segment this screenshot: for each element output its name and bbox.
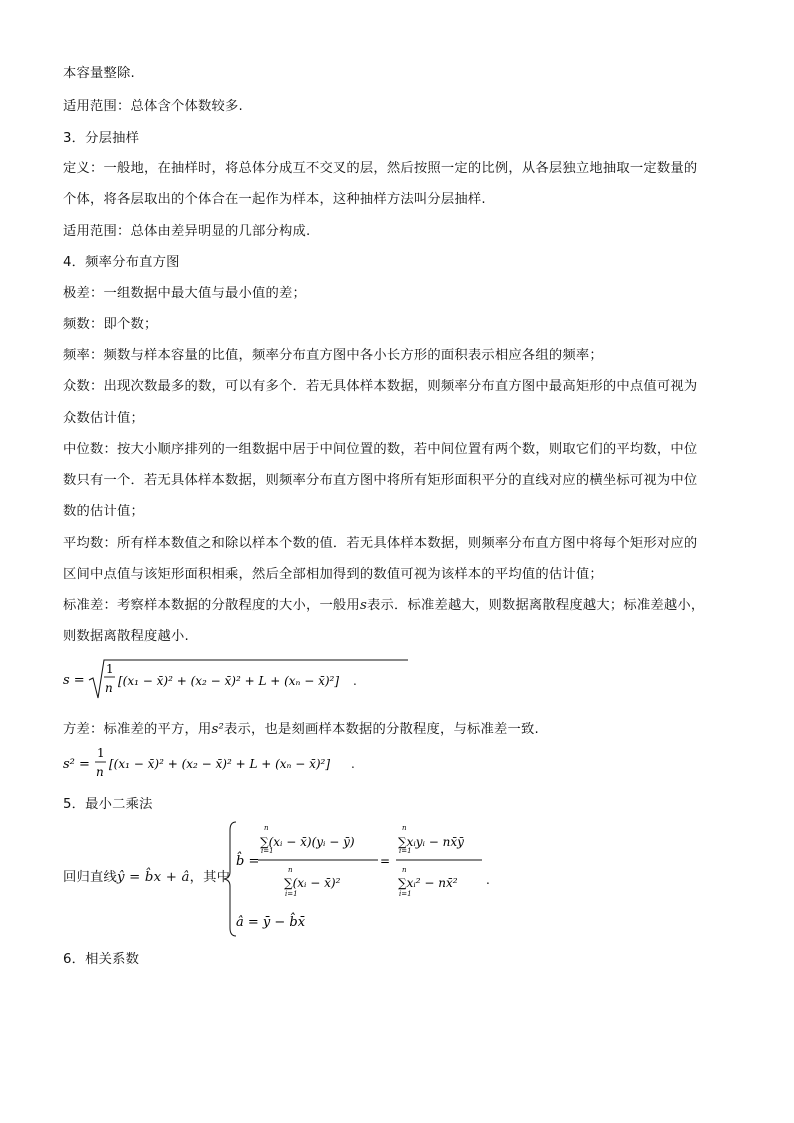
sum-bottom: i=1: [399, 847, 412, 855]
sum-top: n: [402, 866, 407, 874]
text-line: 频率：频数与样本容量的比值，频率分布直方图中各小长方形的面积表示相应各组的频率；: [63, 348, 603, 363]
std-symbol: s: [359, 598, 367, 613]
variance-prefix: 方差：标准差的平方，用: [63, 722, 212, 737]
sum-top: n: [264, 824, 269, 832]
formula-s2-denom: n: [96, 765, 104, 779]
formula-b-den1: ∑(xᵢ − x̄)²: [284, 876, 341, 890]
std-text: 标准差：考察样本数据的分散程度的大小，一般用: [63, 598, 360, 613]
formula-s-lhs: s =: [63, 673, 85, 688]
formula-least-squares: [228, 820, 498, 938]
formula-s-denom: n: [105, 681, 113, 695]
sum-top: n: [288, 866, 293, 874]
text-line: 个体，将各层取出的个体合在一起作为样本，这种抽样方法叫分层抽样.: [63, 192, 486, 207]
formula-s-numer: 1: [106, 662, 114, 676]
section-heading: 4．频率分布直方图: [63, 255, 180, 270]
formula-s2-lhs: s² =: [63, 757, 90, 772]
regression-eq: ŷ = b̂x + â: [117, 870, 190, 885]
formula-b-den2: ∑xᵢ² − nx̄²: [398, 876, 458, 890]
text-line: [63, 597, 704, 615]
text-line: 区间中点值与该矩形面积相乘，然后全部相加得到的数值可视为该样本的平均值的估计值；: [63, 567, 603, 582]
sum-bottom: i=1: [261, 847, 274, 855]
text-line: 极差：一组数据中最大值与最小值的差；: [63, 286, 306, 301]
formula-b-tail: .: [486, 873, 490, 887]
equals: =: [380, 854, 391, 868]
formula-b-num1: ∑(xᵢ − x̄)(yᵢ − ȳ): [260, 835, 355, 849]
text-line: 则数据离散程度越小.: [63, 629, 189, 644]
formula-variance: [63, 745, 363, 783]
formula-std-dev: [63, 656, 363, 702]
text-line: 平均数：所有样本数值之和除以样本个数的值．若无具体样本数据，则频率分布直方图中将每个矩形对应的: [63, 536, 698, 551]
text-line: 适用范围：总体由差异明显的几部分构成.: [63, 224, 311, 239]
formula-s2-tail: .: [351, 757, 355, 771]
text-line: 定义：一般地，在抽样时，将总体分成互不交叉的层，然后按照一定的比例，从各层独立地抽取一定数量的: [63, 161, 698, 176]
section-heading: 3．分层抽样: [63, 131, 140, 146]
text-line: [63, 869, 230, 887]
sum-top: n: [402, 824, 407, 832]
std-tail: 表示．标准差越大，则数据离散程度越大；标准差越小，: [366, 598, 705, 613]
text-line: 适用范围：总体含个体数较多.: [63, 99, 243, 114]
text-line: [63, 721, 539, 739]
text-line: 中位数：按大小顺序排列的一组数据中居于中间位置的数，若中间位置有两个数，则取它们的平均数，中位: [63, 442, 698, 457]
sum-bottom: i=1: [285, 890, 298, 898]
formula-s-tail: .: [353, 674, 357, 688]
formula-b-hat: b̂ =: [236, 854, 260, 869]
formula-s-body: [(x₁ − x̄)² + (x₂ − x̄)² + L + (xₙ − x̄)²]: [118, 674, 340, 688]
formula-b-num2: ∑xᵢyᵢ − nx̄ȳ: [398, 835, 464, 849]
formula-a-hat: â = ȳ − b̂x̄: [236, 915, 306, 930]
section-heading: 6．相关系数: [63, 952, 140, 967]
section-heading: 5．最小二乘法: [63, 797, 153, 812]
text-line: 数只有一个．若无具体样本数据，则频率分布直方图中将所有矩形面积平分的直线对应的横坐标可视为中位: [63, 473, 698, 488]
variance-suffix: 表示，也是刻画样本数据的分散程度，与标准差一致.: [224, 722, 539, 737]
text-line: 众数估计值；: [63, 411, 144, 426]
text-line: 数的估计值；: [63, 504, 144, 519]
regression-mid: ，其中: [189, 870, 231, 885]
formula-s2-numer: 1: [97, 746, 105, 760]
sum-bottom: i=1: [399, 890, 412, 898]
text-line: 本容量整除.: [63, 66, 135, 81]
text-line: 众数：出现次数最多的数，可以有多个．若无具体样本数据，则频率分布直方图中最高矩形的中点值可视为: [63, 379, 698, 394]
text-line: 频数：即个数；: [63, 317, 158, 332]
regression-prefix: 回归直线: [63, 870, 117, 885]
formula-s2-body: [(x₁ − x̄)² + (x₂ − x̄)² + L + (xₙ − x̄)²]: [109, 757, 331, 771]
variance-symbol: s²: [211, 722, 225, 737]
